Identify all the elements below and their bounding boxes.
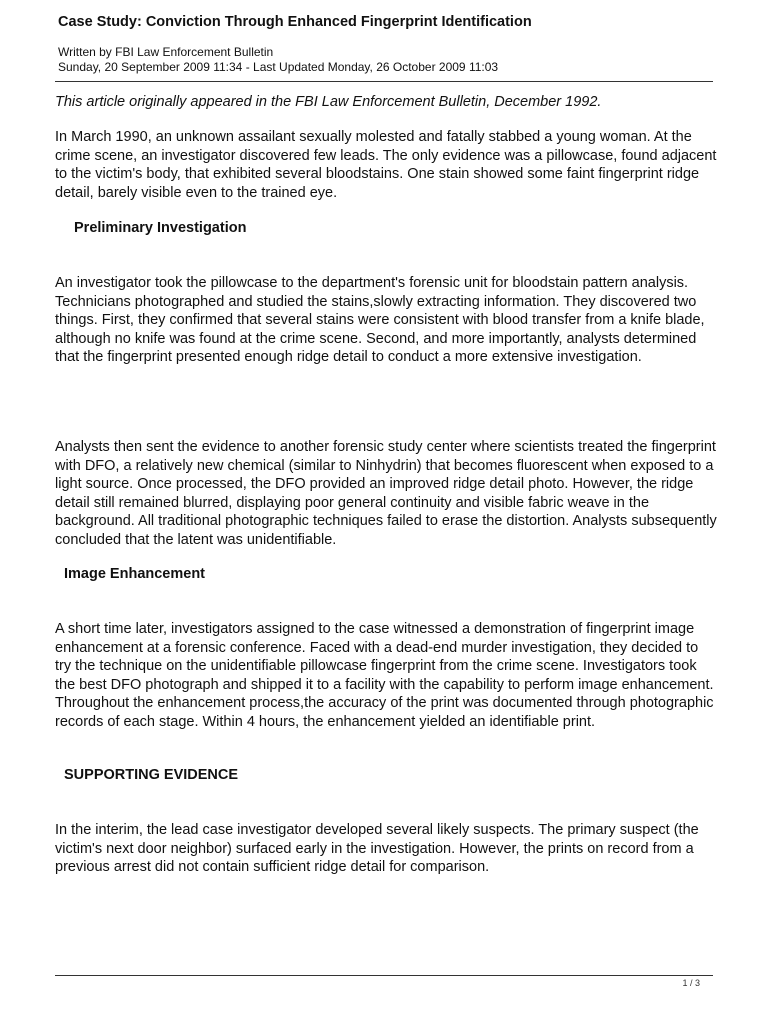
paragraph-2: An investigator took the pillowcase to the department's forensic unit for bloodstain pattern analysis. Technicians photographed and studied the stains,slowly extracting information. They discovered two things. First, they confirmed that several stains were consistent with blood transfer from a knife blade, although no knife was found at the crime scene. Second, and more importantly, analysts determined that the fingerprint presented enough ridge detail to conduct a more extensive investigation. xyxy=(55,275,705,366)
paragraph-3: Analysts then sent the evidence to another forensic study center where scientists treated the fingerprint with DFO, a relatively new chemical (similar to Ninhydrin) that becomes fluorescent when exposed to a light source. Once processed, the DFO provided an improved ridge detail photo. However, the ridge detail still remained blurred, displaying poor general continuity and visible fabric weave in the background. All traditional photographic techniques failed to erase the distortion. Analysts subsequently concluded that the latent was unidentifiable. xyxy=(55,439,717,548)
heading-preliminary-investigation: Preliminary Investigation xyxy=(74,220,247,236)
header-divider xyxy=(55,81,713,82)
date-line: Sunday, 20 September 2009 11:34 - Last Updated Monday, 26 October 2009 11:03 xyxy=(58,60,499,74)
heading-supporting-evidence: SUPPORTING EVIDENCE xyxy=(64,767,239,783)
paragraph-1: In March 1990, an unknown assailant sexually molested and fatally stabbed a young woman. At the crime scene, an investigator discovered few leads. The only evidence was a pillowcase, found adjacent to the victim's body, that exhibited several bloodstains. One stain showed some faint fingerprint ridge detail, barely visible even to the trained eye. xyxy=(55,129,717,201)
heading-image-enhancement: Image Enhancement xyxy=(64,566,206,582)
article-meta xyxy=(58,45,498,75)
footer-divider xyxy=(55,975,713,976)
article-title: Case Study: Conviction Through Enhanced Fingerprint Identification xyxy=(58,14,532,30)
author-line: Written by FBI Law Enforcement Bulletin xyxy=(58,45,274,59)
page-number: 1 / 3 xyxy=(682,978,700,988)
paragraph-5: In the interim, the lead case investigator developed several likely suspects. The primary suspect (the victim's next door neighbor) surfaced early in the investigation. However, the prints on record from a previous arrest did not contain sufficient ridge detail for comparison. xyxy=(55,822,699,876)
intro-note: This article originally appeared in the FBI Law Enforcement Bulletin, December 1992. xyxy=(55,94,602,110)
paragraph-4: A short time later, investigators assigned to the case witnessed a demonstration of fingerprint image enhancement at a forensic conference. Faced with a dead-end murder investigation, they decided to try the technique on the unidentifiable pillowcase fingerprint from the crime scene. Investigators took the best DFO photograph and shipped it to a facility with the capability to perform image enhancement. Throughout the enhancement process,the accuracy of the print was documented through photographic records of each stage. Within 4 hours, the enhancement yielded an identifiable print. xyxy=(55,621,714,730)
